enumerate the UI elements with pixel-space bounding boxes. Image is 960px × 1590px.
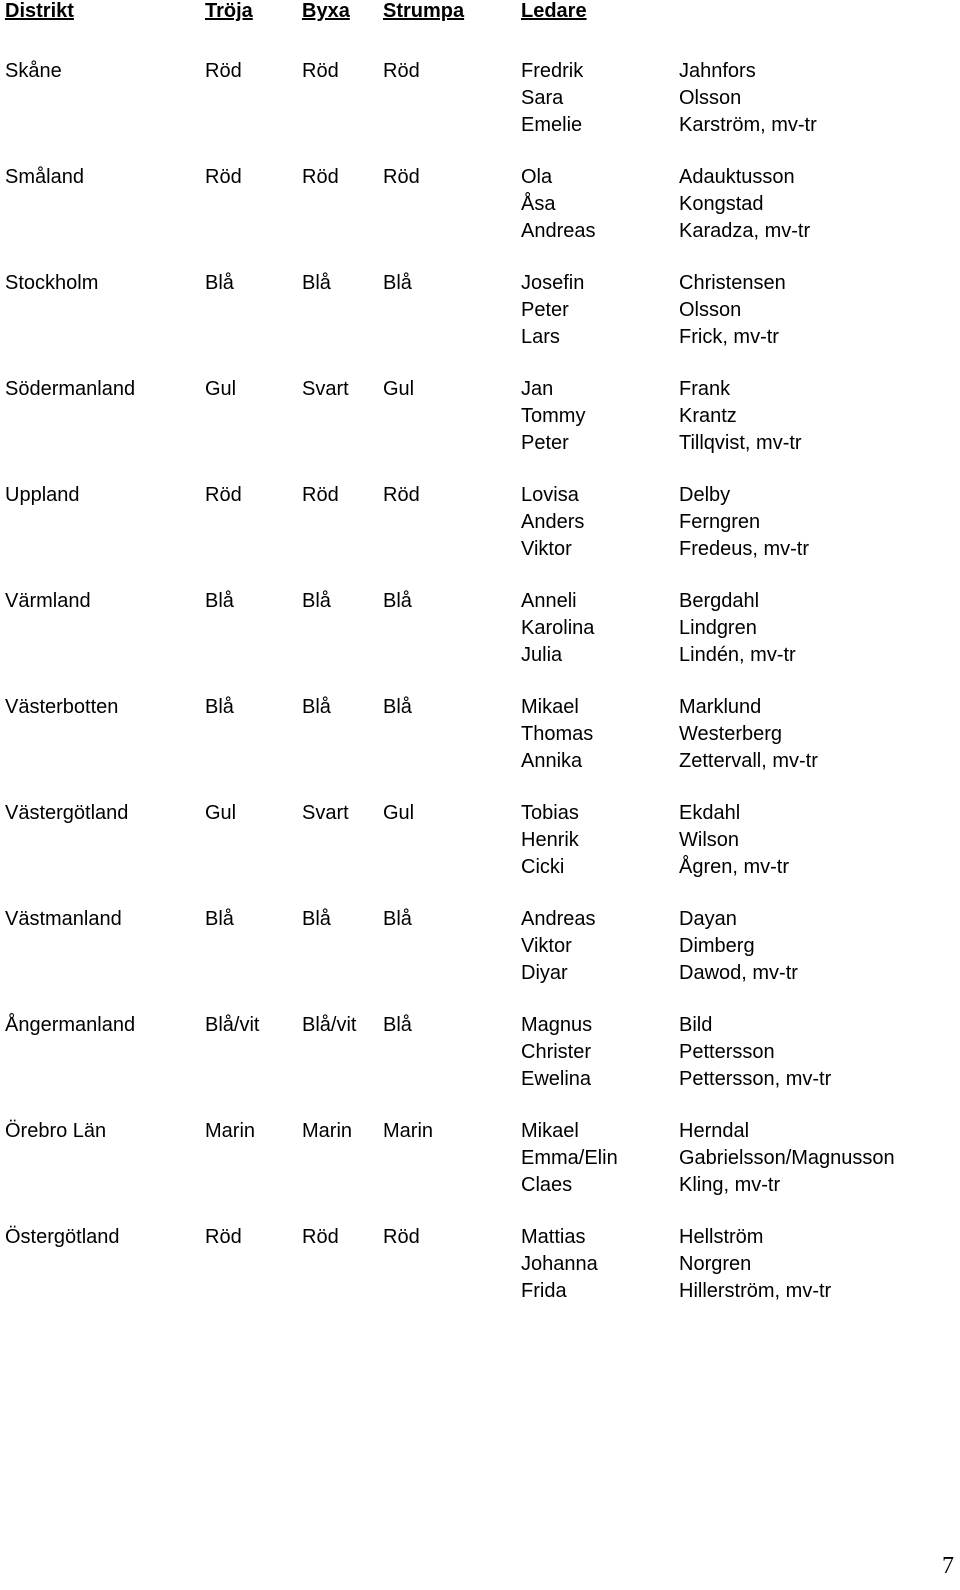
leader-entry: [0, 721, 960, 748]
header-strumpa: Strumpa: [383, 0, 465, 22]
troja-color: Röd: [205, 166, 242, 188]
byxa-color: Röd: [302, 484, 339, 506]
troja-color: Blå: [205, 590, 234, 612]
header-ledare: Ledare: [521, 0, 587, 22]
leader-last-name: Lindgren: [679, 617, 757, 639]
byxa-color: Marin: [302, 1120, 353, 1142]
leader-last-name: Hillerström, mv-tr: [679, 1280, 832, 1302]
leader-first-name: Tobias: [521, 802, 579, 824]
leader-entry: [0, 164, 960, 191]
header-byxa: Byxa: [302, 0, 350, 22]
leader-entry: [0, 58, 960, 85]
leader-first-name: Sara: [521, 87, 564, 109]
leader-entry: [0, 933, 960, 960]
district-table: [0, 58, 960, 1330]
leader-entry: [0, 430, 960, 457]
leader-last-name: Frank: [679, 378, 731, 400]
leader-last-name: Kongstad: [679, 193, 764, 215]
leader-entry: [0, 1145, 960, 1172]
leader-first-name: Emma/Elin: [521, 1147, 618, 1169]
leader-first-name: Ewelina: [521, 1068, 592, 1090]
strumpa-color: Röd: [383, 60, 420, 82]
table-row: [0, 1118, 960, 1224]
leader-entry: [0, 1251, 960, 1278]
leader-last-name: Bergdahl: [679, 590, 760, 612]
leader-last-name: Hellström: [679, 1226, 764, 1248]
troja-color: Blå: [205, 696, 234, 718]
leader-first-name: Viktor: [521, 935, 572, 957]
leader-first-name: Anders: [521, 511, 585, 533]
district-name: Ångermanland: [5, 1014, 136, 1036]
table-row: [0, 1224, 960, 1330]
leader-first-name: Jan: [521, 378, 554, 400]
district-name: Västerbotten: [5, 696, 119, 718]
leader-first-name: Andreas: [521, 908, 596, 930]
district-name: Östergötland: [5, 1226, 120, 1248]
district-name: Småland: [5, 166, 84, 188]
table-row: [0, 800, 960, 906]
leader-first-name: Lars: [521, 326, 560, 348]
leader-first-name: Anneli: [521, 590, 577, 612]
leader-entry: [0, 748, 960, 775]
byxa-color: Svart: [302, 802, 349, 824]
leader-first-name: Tommy: [521, 405, 586, 427]
leader-entry: [0, 854, 960, 881]
leader-last-name: Karström, mv-tr: [679, 114, 817, 136]
leader-entry: [0, 403, 960, 430]
strumpa-color: Blå: [383, 696, 412, 718]
district-name: Skåne: [5, 60, 62, 82]
leader-first-name: Julia: [521, 644, 563, 666]
leader-entry: [0, 1224, 960, 1251]
leader-first-name: Ola: [521, 166, 553, 188]
leader-last-name: Pettersson: [679, 1041, 775, 1063]
leader-last-name: Norgren: [679, 1253, 752, 1275]
header-distrikt: Distrikt: [5, 0, 74, 22]
leader-entry: [0, 218, 960, 245]
troja-color: Blå/vit: [205, 1014, 260, 1036]
byxa-color: Blå: [302, 696, 331, 718]
strumpa-color: Marin: [383, 1120, 434, 1142]
header-troja: Tröja: [205, 0, 253, 22]
leader-first-name: Thomas: [521, 723, 594, 745]
strumpa-color: Blå: [383, 272, 412, 294]
leader-last-name: Dayan: [679, 908, 737, 930]
leader-entry: [0, 509, 960, 536]
leader-entry: [0, 1012, 960, 1039]
troja-color: Marin: [205, 1120, 256, 1142]
leader-entry: [0, 800, 960, 827]
leader-first-name: Henrik: [521, 829, 579, 851]
leader-last-name: Tillqvist, mv-tr: [679, 432, 802, 454]
leader-entry: [0, 297, 960, 324]
leader-first-name: Frida: [521, 1280, 567, 1302]
strumpa-color: Blå: [383, 1014, 412, 1036]
leader-first-name: Andreas: [521, 220, 596, 242]
leader-first-name: Magnus: [521, 1014, 593, 1036]
byxa-color: Blå/vit: [302, 1014, 357, 1036]
leader-entry: [0, 1278, 960, 1305]
leader-last-name: Westerberg: [679, 723, 783, 745]
table-row: [0, 58, 960, 164]
leader-last-name: Jahnfors: [679, 60, 756, 82]
strumpa-color: Gul: [383, 378, 415, 400]
leader-entry: [0, 482, 960, 509]
leader-entry: [0, 906, 960, 933]
leader-last-name: Fredeus, mv-tr: [679, 538, 810, 560]
byxa-color: Blå: [302, 908, 331, 930]
leader-entry: [0, 112, 960, 139]
leader-first-name: Johanna: [521, 1253, 598, 1275]
troja-color: Gul: [205, 802, 237, 824]
district-name: Värmland: [5, 590, 91, 612]
district-name: Stockholm: [5, 272, 99, 294]
leader-first-name: Åsa: [521, 193, 556, 215]
leader-first-name: Mikael: [521, 696, 579, 718]
leader-first-name: Mattias: [521, 1226, 586, 1248]
table-row: [0, 906, 960, 1012]
leader-last-name: Kling, mv-tr: [679, 1174, 781, 1196]
byxa-color: Svart: [302, 378, 349, 400]
leader-last-name: Krantz: [679, 405, 737, 427]
strumpa-color: Röd: [383, 1226, 420, 1248]
district-name: Västergötland: [5, 802, 129, 824]
leader-first-name: Emelie: [521, 114, 583, 136]
table-header: [0, 0, 960, 26]
table-row: [0, 1012, 960, 1118]
leader-entry: [0, 1039, 960, 1066]
leader-entry: [0, 270, 960, 297]
leader-first-name: Peter: [521, 432, 569, 454]
strumpa-color: Blå: [383, 590, 412, 612]
leader-first-name: Diyar: [521, 962, 568, 984]
leader-last-name: Zettervall, mv-tr: [679, 750, 818, 772]
district-name: Uppland: [5, 484, 80, 506]
troja-color: Röd: [205, 484, 242, 506]
leader-last-name: Ferngren: [679, 511, 761, 533]
leader-last-name: Olsson: [679, 87, 742, 109]
leader-first-name: Claes: [521, 1174, 573, 1196]
table-row: [0, 482, 960, 588]
leader-entry: [0, 694, 960, 721]
leader-last-name: Herndal: [679, 1120, 750, 1142]
leader-entry: [0, 1118, 960, 1145]
leader-last-name: Adauktusson: [679, 166, 795, 188]
leader-last-name: Olsson: [679, 299, 742, 321]
byxa-color: Röd: [302, 166, 339, 188]
byxa-color: Röd: [302, 60, 339, 82]
leader-first-name: Josefin: [521, 272, 585, 294]
leader-first-name: Viktor: [521, 538, 572, 560]
strumpa-color: Röd: [383, 484, 420, 506]
leader-last-name: Frick, mv-tr: [679, 326, 779, 348]
byxa-color: Röd: [302, 1226, 339, 1248]
leader-last-name: Delby: [679, 484, 731, 506]
leader-entry: [0, 588, 960, 615]
leader-first-name: Christer: [521, 1041, 592, 1063]
troja-color: Röd: [205, 60, 242, 82]
troja-color: Blå: [205, 272, 234, 294]
leader-first-name: Lovisa: [521, 484, 579, 506]
troja-color: Röd: [205, 1226, 242, 1248]
strumpa-color: Gul: [383, 802, 415, 824]
leader-first-name: Peter: [521, 299, 569, 321]
troja-color: Blå: [205, 908, 234, 930]
leader-last-name: Marklund: [679, 696, 762, 718]
leader-first-name: Fredrik: [521, 60, 584, 82]
leader-last-name: Lindén, mv-tr: [679, 644, 796, 666]
leader-entry: [0, 376, 960, 403]
leader-first-name: Karolina: [521, 617, 595, 639]
leader-entry: [0, 85, 960, 112]
leader-entry: [0, 1066, 960, 1093]
leader-last-name: Bild: [679, 1014, 713, 1036]
table-row: [0, 588, 960, 694]
leader-entry: [0, 191, 960, 218]
table-row: [0, 164, 960, 270]
byxa-color: Blå: [302, 272, 331, 294]
district-name: Örebro Län: [5, 1120, 107, 1142]
leader-entry: [0, 324, 960, 351]
leader-last-name: Ekdahl: [679, 802, 741, 824]
troja-color: Gul: [205, 378, 237, 400]
leader-first-name: Cicki: [521, 856, 565, 878]
strumpa-color: Röd: [383, 166, 420, 188]
table-row: [0, 694, 960, 800]
leader-entry: [0, 827, 960, 854]
district-name: Västmanland: [5, 908, 122, 930]
district-name: Södermanland: [5, 378, 136, 400]
page-number: 7: [942, 1553, 954, 1579]
leader-last-name: Dawod, mv-tr: [679, 962, 798, 984]
strumpa-color: Blå: [383, 908, 412, 930]
leader-last-name: Dimberg: [679, 935, 755, 957]
leader-entry: [0, 960, 960, 987]
table-row: [0, 270, 960, 376]
leader-last-name: Gabrielsson/Magnusson: [679, 1147, 895, 1169]
leader-entry: [0, 642, 960, 669]
table-row: [0, 376, 960, 482]
leader-last-name: Pettersson, mv-tr: [679, 1068, 832, 1090]
leader-first-name: Mikael: [521, 1120, 579, 1142]
leader-entry: [0, 1172, 960, 1199]
leader-entry: [0, 536, 960, 563]
leader-last-name: Karadza, mv-tr: [679, 220, 811, 242]
leader-last-name: Wilson: [679, 829, 740, 851]
leader-entry: [0, 615, 960, 642]
leader-first-name: Annika: [521, 750, 583, 772]
leader-last-name: Ågren, mv-tr: [679, 856, 790, 878]
leader-last-name: Christensen: [679, 272, 786, 294]
byxa-color: Blå: [302, 590, 331, 612]
